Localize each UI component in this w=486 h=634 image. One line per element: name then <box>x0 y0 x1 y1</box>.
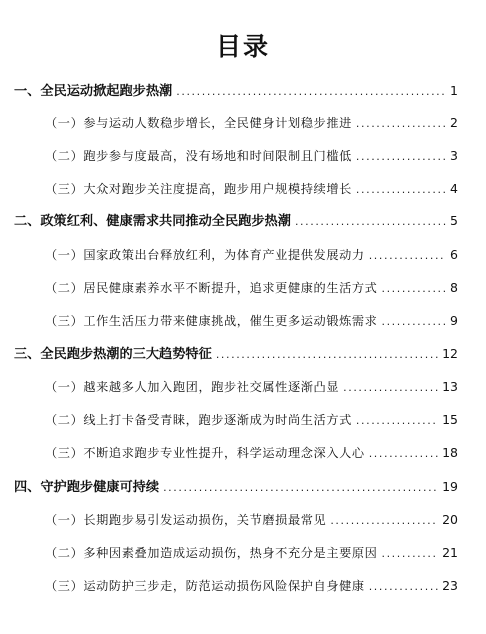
toc-page-number: 18 <box>442 445 458 460</box>
toc-subsection-4-2[interactable] <box>45 542 458 564</box>
toc-page-number: 21 <box>442 545 458 560</box>
toc-subsection-2-2[interactable] <box>45 277 458 299</box>
page-title: 目录 <box>215 32 270 61</box>
toc-page-number: 9 <box>450 313 458 328</box>
dot-leader <box>369 443 438 465</box>
toc-page-number: 4 <box>450 181 458 196</box>
dot-leader <box>369 576 438 598</box>
toc-entry-text: （一）长期跑步易引发运动损伤，关节磨损最常见 <box>45 513 327 527</box>
dot-leader <box>176 81 446 103</box>
toc-entry-text: （一）参与运动人数稳步增长，全民健身计划稳步推进 <box>45 116 352 130</box>
toc-subsection-3-1[interactable] <box>45 376 458 398</box>
toc-page-number: 19 <box>442 479 458 494</box>
dot-leader <box>356 179 446 201</box>
toc-entry-text: （二）跑步参与度最高，没有场地和时间限制且门槛低 <box>45 149 352 163</box>
toc-subsection-1-3[interactable] <box>45 178 458 200</box>
toc-entry-text: 二、政策红利、健康需求共同推动全民跑步热潮 <box>14 214 291 229</box>
toc-section-3[interactable] <box>14 343 458 365</box>
dot-leader <box>356 113 446 135</box>
dot-leader <box>343 377 438 399</box>
toc-entry-text: （二）多种因素叠加造成运动损伤，热身不充分是主要原因 <box>45 546 378 560</box>
dot-leader <box>381 311 446 333</box>
toc-section-1[interactable] <box>14 80 458 102</box>
toc-page-number: 15 <box>442 412 458 427</box>
dot-leader <box>163 477 438 499</box>
toc-entry-text: （二）居民健康素养水平不断提升，追求更健康的生活方式 <box>45 281 378 295</box>
toc-subsection-4-1[interactable] <box>45 509 458 531</box>
dot-leader <box>356 146 446 168</box>
toc-entry-text: （三）不断追求跑步专业性提升，科学运动理念深入人心 <box>45 446 365 460</box>
toc-page-number: 20 <box>442 512 458 527</box>
toc-section-2[interactable] <box>14 210 458 232</box>
toc-entry-text: （一）国家政策出台释放红利，为体育产业提供发展动力 <box>45 248 365 262</box>
toc-page-number: 2 <box>450 115 458 130</box>
toc-page-number: 12 <box>442 346 458 361</box>
toc-entry-text: （三）大众对跑步关注度提高，跑步用户规模持续增长 <box>45 182 352 196</box>
dot-leader <box>381 278 446 300</box>
toc-page-number: 3 <box>450 148 458 163</box>
toc-page-number: 5 <box>450 213 458 228</box>
toc-page-number: 23 <box>442 578 458 593</box>
dot-leader <box>295 211 446 233</box>
toc-subsection-4-3[interactable] <box>45 575 458 597</box>
toc-page-number: 6 <box>450 247 458 262</box>
dot-leader <box>381 543 438 565</box>
toc-section-4[interactable] <box>14 476 458 498</box>
toc-subsection-1-1[interactable] <box>45 112 458 134</box>
toc-entry-text: 四、守护跑步健康可持续 <box>14 480 160 495</box>
toc-subsection-1-2[interactable] <box>45 145 458 167</box>
toc-entry-text: （二）线上打卡备受青睐，跑步逐渐成为时尚生活方式 <box>45 413 352 427</box>
toc-page-number: 8 <box>450 280 458 295</box>
toc-page-number: 1 <box>450 83 458 98</box>
toc-entry-text: （一）越来越多人加入跑团，跑步社交属性逐渐凸显 <box>45 380 340 394</box>
toc-subsection-3-2[interactable] <box>45 409 458 431</box>
toc-entry-text: 三、全民跑步热潮的三大趋势特征 <box>14 347 212 362</box>
toc-entry-text: （三）运动防护三步走，防范运动损伤风险保护自身健康 <box>45 579 365 593</box>
dot-leader <box>216 344 438 366</box>
dot-leader <box>356 410 438 432</box>
toc-subsection-2-1[interactable] <box>45 244 458 266</box>
toc-subsection-2-3[interactable] <box>45 310 458 332</box>
toc-page-number: 13 <box>442 379 458 394</box>
toc-subsection-3-3[interactable] <box>45 442 458 464</box>
toc-entry-text: 一、全民运动掀起跑步热潮 <box>14 84 173 99</box>
dot-leader <box>330 510 438 532</box>
dot-leader <box>369 245 446 267</box>
toc-entry-text: （三）工作生活压力带来健康挑战，催生更多运动锻炼需求 <box>45 314 378 328</box>
